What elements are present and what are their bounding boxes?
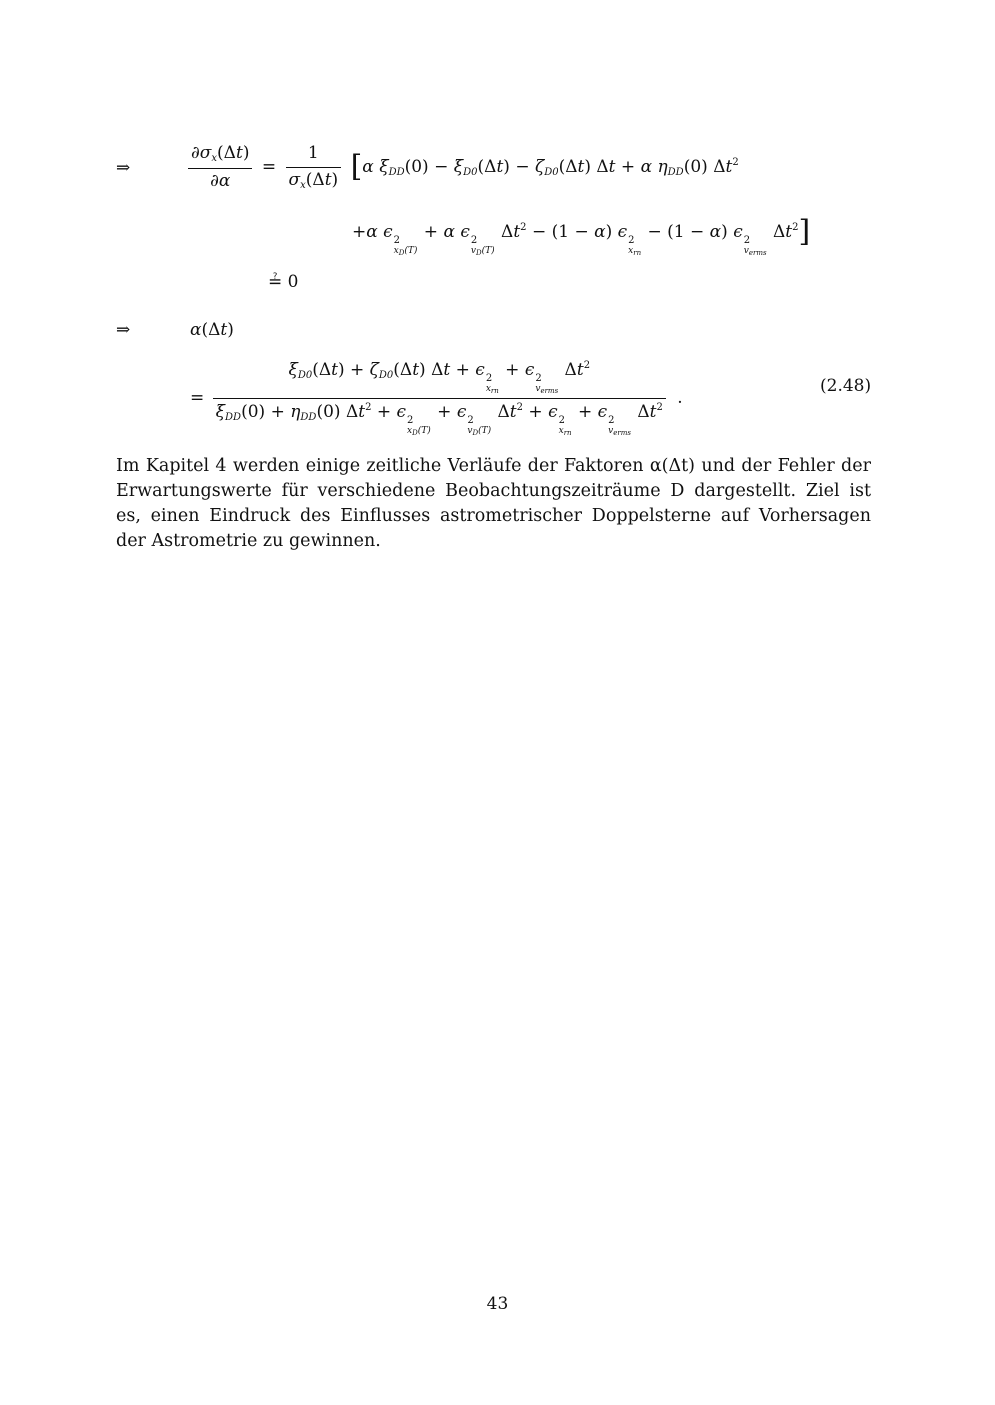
page-number: 43 — [486, 1294, 509, 1314]
equation-line-2: +α ϵ 2 $x_D(T)$ + α ϵ 2 $v_D(T)$ $\Delta t^2 - (1 - \alpha)$ ϵ 2 $x_{rn}$ − (1 − α) ϵ 2 $v_{erms}$ $\Delta t^2$] — [352, 214, 811, 257]
inverse-sigma-fraction: $\frac{1}{\sigma_x(\Delta t)}$ — [286, 144, 342, 191]
partial-derivative-fraction: $\frac{\partial\sigma_x(\Delta t)}{\partial\alpha}$ — [188, 144, 252, 191]
equation-line-1: $\frac{\partial\sigma_x(\Delta t)}{\partial\alpha}$ = $\frac{1}{\sigma_x(\Delta t)}$ [α $\xi_{DD}(0) - \xi_{D0}(\Delta t) - \zeta_{D0}(\Delta t) \Delta t + \alpha$ $\eta_{DD}(0)$ $\Delta t^2$ — [188, 144, 739, 191]
alpha-of-delta-t: α(Δt) — [190, 320, 234, 340]
alpha-fraction: $\xi_{D0}(\Delta t) + \zeta_{D0}(\Delta t) \Delta t + \epsilon$ 2 $x_{rn}$ + ϵ 2 $v_{erms}$ $\Delta t^2$ $\xi_{DD}(0) + \eta_{DD}(0) \Delta t^2 + \epsilon$ 2 $x_D(T)$ + ϵ 2 $v_D(T)$ $\Delta t^2 + \epsilon$ 2 $x_{rn}$ + ϵ 2 $v_{erms}$ $\Delta t^2$ — [213, 360, 666, 437]
body-paragraph: Im Kapitel 4 werden einige zeitliche Verläufe der Faktoren α(Δt) und der Fehler der Erwartungswerte für verschiedene Beobachtungszeiträume D dargestellt. Ziel ist es, einen Eindruck des Einflusses astrometrischer Doppelsterne auf Vorhersagen der Astrometrie zu gewinnen. — [116, 455, 871, 551]
equation-number: (2.48) — [820, 376, 872, 396]
equation-line-5: = $\xi_{D0}(\Delta t) + \zeta_{D0}(\Delta t) \Delta t + \epsilon$ 2 $x_{rn}$ + ϵ 2 $v_{erms}$ $\Delta t^2$ $\xi_{DD}(0) + \eta_{DD}(0) \Delta t^2 + \epsilon$ 2 $x_D(T)$ + ϵ 2 $v_D(T)$ $\Delta t^2 + \epsilon$ 2 $x_{rn}$ + ϵ 2 $v_{erms}$ $\Delta t^2$ . — [190, 360, 683, 437]
bang-equals-zero: ≟ 0 — [268, 272, 299, 292]
implies-arrow-1: ⇒ — [116, 158, 131, 178]
implies-arrow-2: ⇒ — [116, 320, 131, 340]
